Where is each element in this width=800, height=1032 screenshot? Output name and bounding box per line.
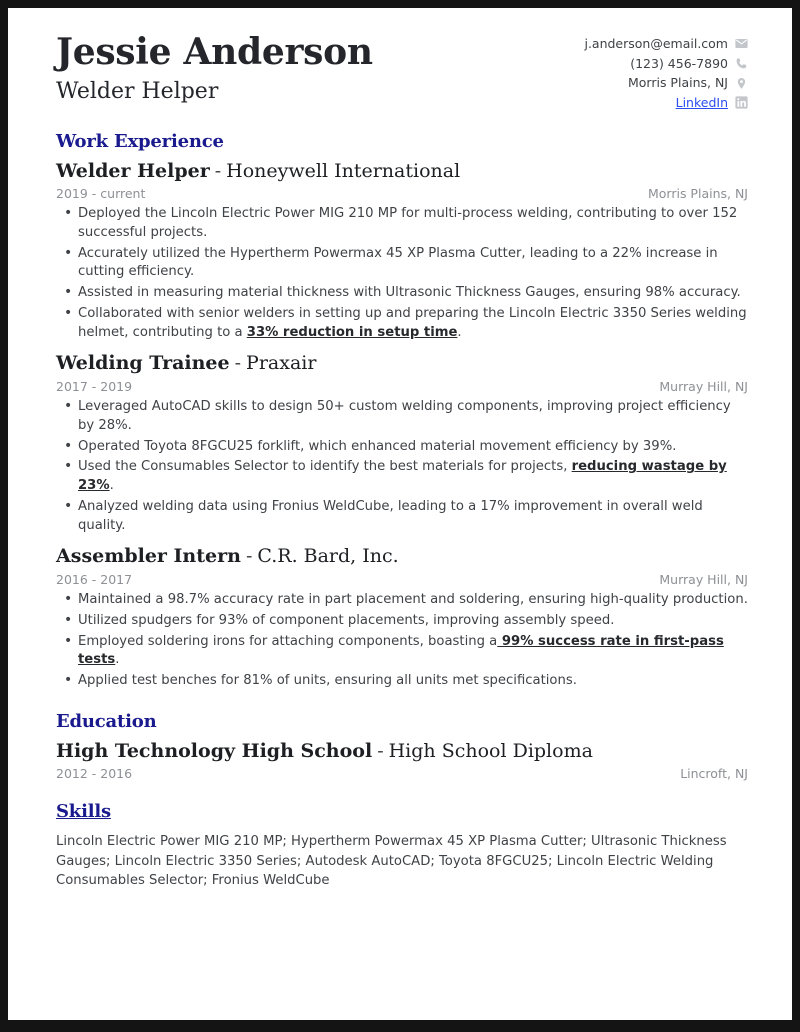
entry-bullet-list bbox=[56, 591, 748, 691]
entry-organization: Honeywell International bbox=[226, 159, 461, 182]
bullet-text: Employed soldering irons for attaching components, boasting a bbox=[78, 633, 498, 649]
candidate-job-title: Welder Helper bbox=[56, 78, 219, 104]
entry-role: Welder Helper bbox=[56, 159, 210, 182]
entry bbox=[56, 740, 748, 782]
entry bbox=[56, 545, 748, 690]
work-entry-list bbox=[56, 160, 748, 691]
entry-separator-dash: - bbox=[234, 352, 242, 375]
entry-heading bbox=[56, 545, 748, 569]
entry-heading bbox=[56, 740, 748, 764]
bullet-item bbox=[56, 245, 748, 282]
entry-dates: 2012 - 2016 bbox=[56, 766, 133, 782]
location-pin-icon bbox=[735, 77, 748, 90]
entry-location: Murray Hill, NJ bbox=[659, 379, 748, 395]
education-entry-list bbox=[56, 740, 748, 782]
entry-organization: Praxair bbox=[246, 352, 317, 375]
bullet-item bbox=[56, 284, 748, 303]
entry-heading bbox=[56, 352, 748, 376]
bullet-text: Maintained a 98.7% accuracy rate in part placement and soldering, ensuring high-quality production. bbox=[78, 592, 748, 608]
entry-bullet-list bbox=[56, 398, 748, 535]
bullet-text: Accurately utilized the Hypertherm Powermax 45 XP Plasma Cutter, leading to a 22% increase in cutting efficiency. bbox=[78, 245, 718, 280]
section-title-work-experience: Work Experience bbox=[56, 130, 224, 152]
bullet-text-tail: . bbox=[109, 478, 114, 494]
bullet-item bbox=[56, 633, 748, 670]
entry-role: High Technology High School bbox=[56, 739, 373, 762]
entry-dates: 2019 - current bbox=[56, 186, 146, 202]
bullet-text-tail: . bbox=[115, 652, 120, 668]
resume-header bbox=[56, 30, 748, 111]
entry-meta bbox=[56, 186, 748, 201]
entry-meta bbox=[56, 572, 748, 587]
entry-heading bbox=[56, 160, 748, 184]
bullet-item bbox=[56, 672, 748, 691]
contact-row-phone bbox=[630, 56, 748, 72]
contact-value-phone: (123) 456-7890 bbox=[630, 55, 728, 71]
resume-page bbox=[8, 8, 792, 1020]
bullet-text-tail: . bbox=[457, 324, 462, 340]
section-title-skills: Skills bbox=[56, 801, 111, 823]
entry-dates: 2016 - 2017 bbox=[56, 572, 133, 588]
section-work-experience bbox=[56, 131, 748, 691]
bullet-text: Operated Toyota 8FGCU25 forklift, which enhanced material movement efficiency by 39%. bbox=[78, 438, 677, 454]
bullet-text: Used the Consumables Selector to identify the best materials for projects, bbox=[78, 459, 572, 475]
bullet-text: Utilized spudgers for 93% of component placements, improving assembly speed. bbox=[78, 612, 615, 628]
bullet-item bbox=[56, 458, 748, 495]
email-icon bbox=[735, 37, 748, 50]
bullet-text: Assisted in measuring material thickness with Ultrasonic Thickness Gauges, ensuring 98% accuracy. bbox=[78, 285, 741, 301]
entry-separator-dash: - bbox=[377, 739, 384, 762]
contact-row-location-pin bbox=[628, 75, 748, 91]
bullet-highlight: 33% reduction in setup time bbox=[246, 324, 458, 340]
entry-organization: High School Diploma bbox=[388, 739, 593, 762]
entry-separator-dash: - bbox=[245, 545, 253, 568]
skills-body: Lincoln Electric Power MIG 210 MP; Hypertherm Powermax 45 XP Plasma Cutter; Ultrasonic Thickness Gauges; Lincoln Electric 3350 Series; Autodesk AutoCAD; Toyota 8FGCU25; Lincoln Electric Welding Consumables Selector; Fronius WeldCube bbox=[56, 834, 727, 888]
contact-value-linkedin[interactable]: LinkedIn bbox=[675, 94, 728, 110]
contact-row-linkedin[interactable] bbox=[676, 95, 748, 111]
entry-dates: 2017 - 2019 bbox=[56, 379, 133, 395]
phone-icon bbox=[735, 57, 748, 70]
bullet-item bbox=[56, 305, 748, 342]
bullet-highlight: reducing wastage by 23% bbox=[78, 459, 727, 494]
linkedin-icon bbox=[735, 96, 748, 109]
contact-value-location-pin: Morris Plains, NJ bbox=[627, 75, 728, 91]
entry-role: Assembler Intern bbox=[56, 545, 241, 568]
bullet-item bbox=[56, 205, 748, 242]
entry bbox=[56, 352, 748, 535]
entry-location: Lincroft, NJ bbox=[680, 766, 748, 782]
bullet-text: Leveraged AutoCAD skills to design 50+ custom welding components, improving project efficiency by 28%. bbox=[78, 399, 731, 433]
contact-value-email: j.anderson@email.com bbox=[584, 36, 728, 51]
bullet-item bbox=[56, 591, 748, 610]
entry-role: Welding Trainee bbox=[56, 352, 230, 375]
bullet-text: Deployed the Lincoln Electric Power MIG 210 MP for multi-process welding, contributing to over 152 successful projects. bbox=[78, 206, 738, 240]
entry-meta bbox=[56, 766, 748, 781]
entry-organization: C.R. Bard, Inc. bbox=[257, 545, 399, 568]
section-title-education: Education bbox=[56, 710, 157, 732]
entry-meta bbox=[56, 379, 748, 394]
bullet-highlight: 99% success rate in first-pass tests bbox=[78, 633, 724, 668]
bullet-text: Collaborated with senior welders in setting up and preparing the Lincoln Electric 3350 Series welding helmet, contributing to a bbox=[78, 305, 747, 340]
bullet-text: Applied test benches for 81% of units, ensuring all units met specifications. bbox=[78, 672, 577, 688]
entry bbox=[56, 160, 748, 343]
contact-block bbox=[584, 30, 748, 111]
bullet-text: Analyzed welding data using Fronius WeldCube, leading to a 17% improvement in overall weld quality. bbox=[78, 498, 703, 533]
section-skills bbox=[56, 801, 748, 890]
bullet-item bbox=[56, 612, 748, 631]
bullet-item bbox=[56, 498, 748, 535]
entry-separator-dash: - bbox=[214, 159, 222, 182]
section-education bbox=[56, 711, 748, 782]
bullet-item bbox=[56, 398, 748, 435]
bullet-item bbox=[56, 438, 748, 457]
entry-location: Morris Plains, NJ bbox=[647, 186, 748, 202]
identity-block bbox=[56, 30, 373, 105]
contact-row-email bbox=[584, 36, 748, 52]
entry-location: Murray Hill, NJ bbox=[659, 572, 748, 588]
candidate-name: Jessie Anderson bbox=[56, 31, 373, 73]
entry-bullet-list bbox=[56, 205, 748, 342]
